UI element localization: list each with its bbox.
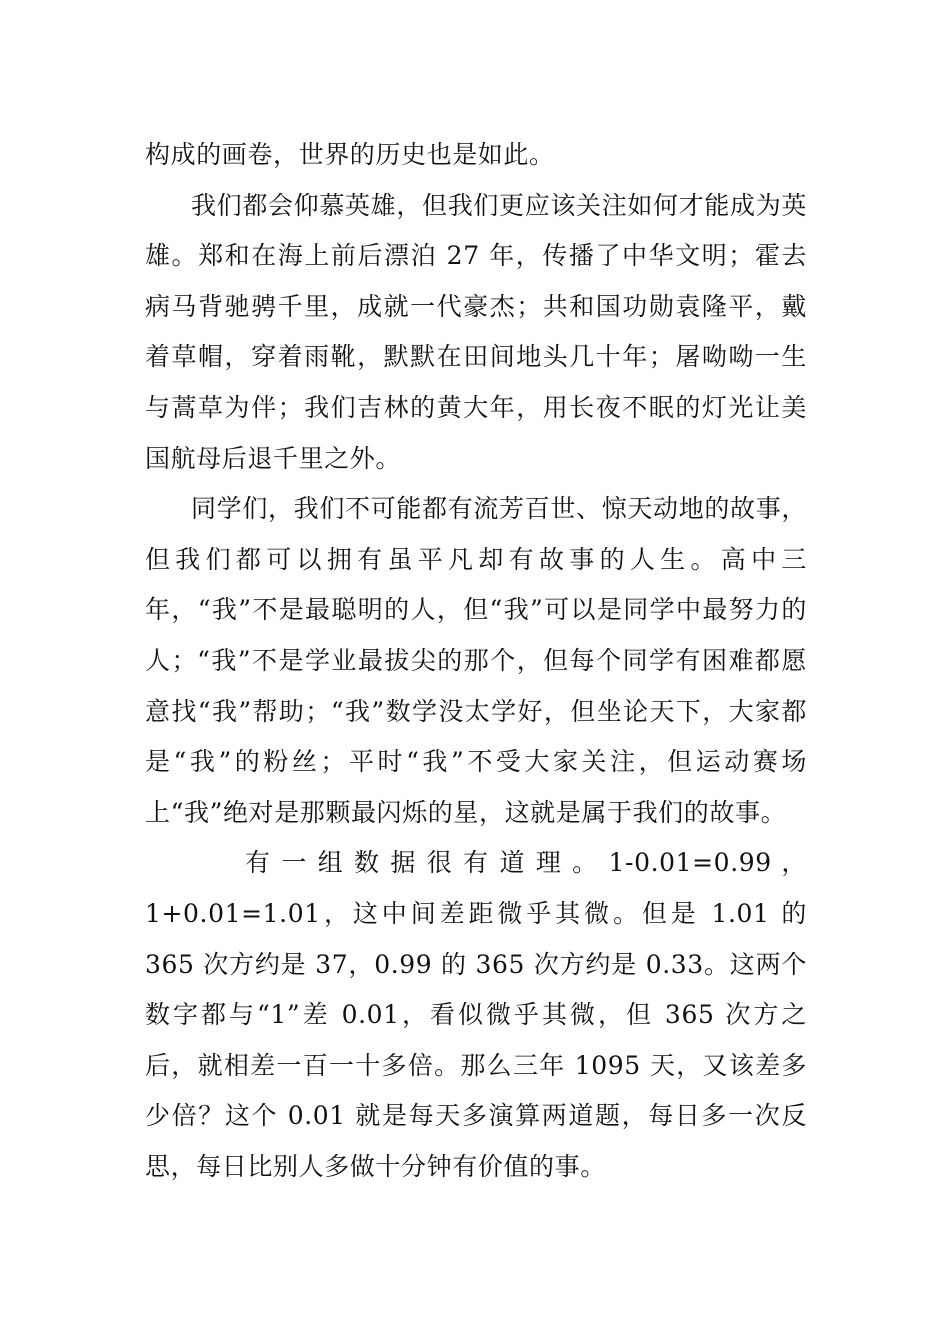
paragraph-continued: 构成的画卷，世界的历史也是如此。 — [145, 140, 555, 169]
paragraph-data-lesson — [145, 838, 807, 1192]
paragraph-heroes: 我们都会仰慕英雄，但我们更应该关注如何才能成为英雄。郑和在海上前后漂泊 27 年，传播了中华文明；霍去病马背驰骋千里，成就一代豪杰；共和国功勋袁隆平，戴着草帽，穿着雨靴，默默在田间地头几十年；屠呦呦一生与蒿草为伴；我们吉林的黄大年，用长夜不眠的灯光让美国航母后退千里之外。 — [145, 190, 807, 473]
paragraph-our-stories: 同学们，我们不可能都有流芳百世、惊天动地的故事，但我们都可以拥有虽平凡却有故事的人生。高中三年，“我”不是最聪明的人，但“我”可以是同学中最努力的人；“我”不是学业最拔尖的那个，但每个同学有困难都愿意找“我”帮助；“我”数学没太学好，但坐论天下，大家都是“我”的粉丝；平时“我”不受大家关注，但运动赛场上“我”绝对是那颗最闪烁的星，这就是属于我们的故事。 — [145, 494, 807, 827]
paragraph-data-lesson-body: 1+0.01=1.01，这中间差距微乎其微。但是 1.01 的 365 次方约是 37，0.99 的 365 次方约是 0.33。这两个数字都与“1”差 0.01，看似微乎其微，但 365 次方之后，就相差一百一十多倍。那么三年 1095 天，又该差多少倍？这个 0.01 就是每天多演算两道题，每日多一次反思，每日比别人多做十分钟有价值的事。 — [145, 898, 807, 1181]
paragraph-data-lesson-first-line: 有 一 组 数 据 很 有 道 理 。 1-0.01=0.99 ， — [245, 848, 807, 878]
document-body — [145, 130, 807, 1192]
